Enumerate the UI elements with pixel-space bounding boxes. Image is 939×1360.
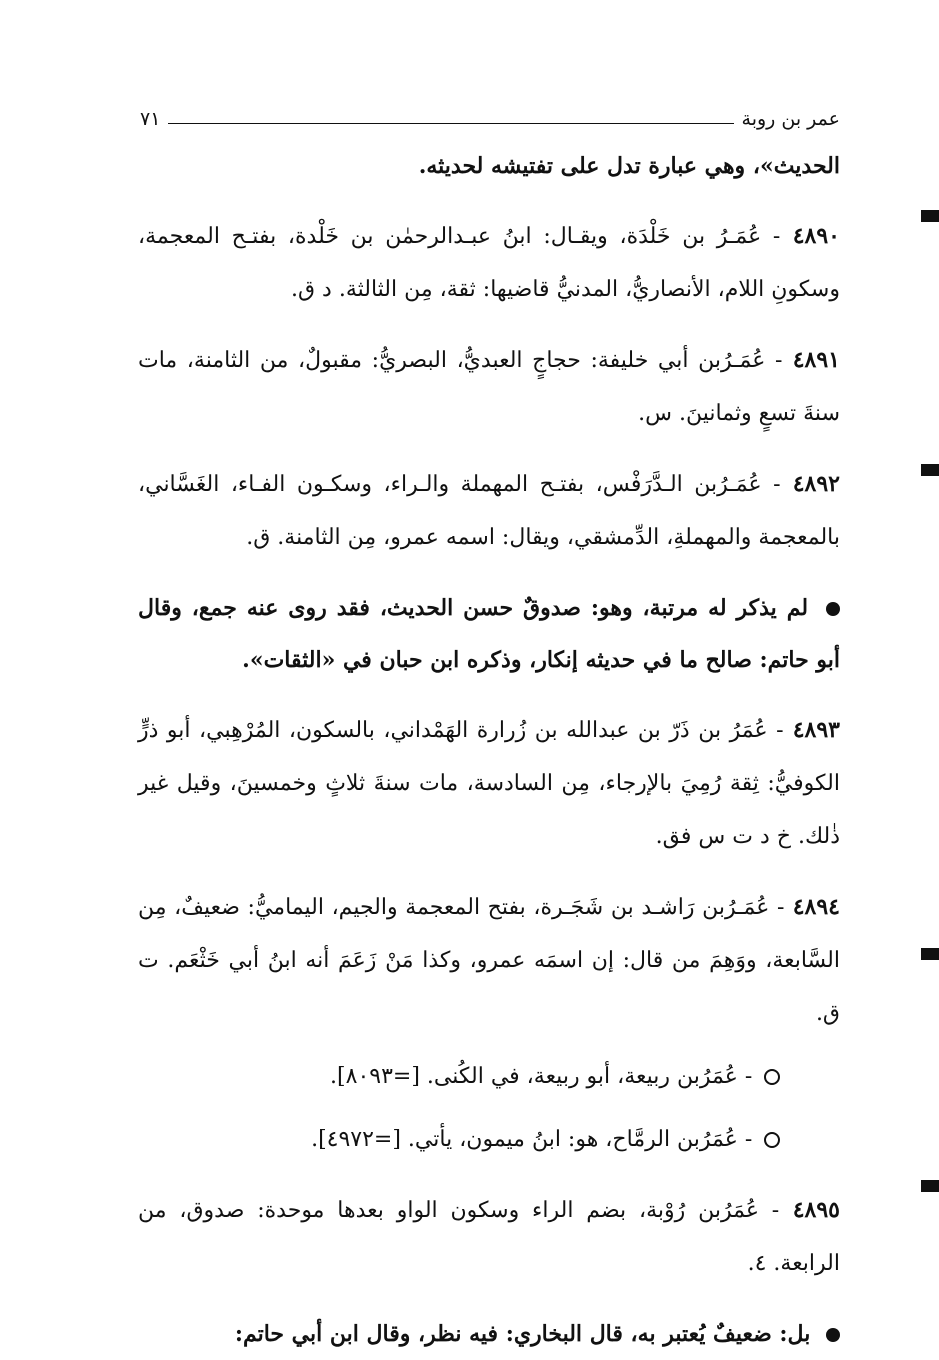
entry-4894 bbox=[138, 881, 840, 1040]
running-head-title: عمر بن روبة bbox=[741, 108, 840, 130]
bullet-icon bbox=[826, 602, 840, 616]
entry-text: - عُمَـرُبن الـدَّرَفْس، بفتـح المهملة والـراء، وسكـون الفـاء، الغَسَّاني، بالمعجمة والمهملةِ، الدِّمشقي، ويقال: اسمه عمرو، مِن الثامنة. ق. bbox=[138, 472, 840, 550]
continuation-text: الحديث»، وهي عبارة تدل على تفتيشه لحديثه. bbox=[418, 153, 840, 179]
cross-reference-text: - عُمَرُبن ربيعة، أبو ربيعة، في الكُنى. [=٨٠٩٣]. bbox=[330, 1064, 753, 1089]
editor-note-2 bbox=[138, 1308, 840, 1360]
edge-tab-mark bbox=[921, 948, 939, 960]
entry-4895 bbox=[138, 1184, 840, 1290]
edge-tab-mark bbox=[921, 464, 939, 476]
edge-tab-mark bbox=[921, 210, 939, 222]
page-body bbox=[138, 140, 840, 1360]
entry-number: ٤٨٩٠ bbox=[792, 223, 840, 249]
cross-reference-1 bbox=[138, 1050, 840, 1103]
entry-text: - عُمَرُ بن ذَرّ بن عبدالله بن زُرارة الهَمْداني، بالسكون، المُرْهِبي، أبو ذرٍّ الكوفيُّ: ثِقة رُمِيَ بالإرجاء، مِن السادسة، مات سنةَ ثلاثٍ وخمسينَ، وقيل غير ذٰلك. خ د ت س فق. bbox=[138, 718, 840, 849]
entry-text: - عُمَـرُ بن خَلْدَة، ويقـال: ابنُ عبـدالرحمٰن بن خَلْدة، بفتـح المعجمة، وسكونِ اللام، الأنصاريُّ، المدنيُّ قاضيها: ثقة، مِن الثالثة. د ق. bbox=[138, 224, 840, 302]
entry-text: - عُمَرُبن رُوْبة، بضم الراء وسكون الواو بعدها موحدة: صدوق، من الرابعة. ٤. bbox=[138, 1198, 840, 1276]
entry-number: ٤٨٩١ bbox=[792, 347, 840, 373]
page-number: ٧١ bbox=[140, 108, 161, 130]
entry-number: ٤٨٩٥ bbox=[792, 1197, 840, 1223]
header-rule bbox=[168, 123, 733, 124]
running-head bbox=[140, 104, 840, 134]
note-text: لم يذكر له مرتبة، وهو: صدوقٌ حسن الحديث، فقد روى عنه جمع، وقال أبو حاتم: صالح ما في حديثه إنكار، وذكره ابن حبان في «الثقات». bbox=[138, 595, 840, 673]
cross-reference-2 bbox=[138, 1113, 840, 1166]
ring-bullet-icon bbox=[764, 1069, 780, 1085]
entry-4890 bbox=[138, 210, 840, 316]
entry-4891 bbox=[138, 334, 840, 440]
edge-tab-mark bbox=[921, 1180, 939, 1192]
entry-text: - عُمَـرُبن أبي خليفة: حجاجٍ العبديُّ، البصريُّ: مقبولٌ، من الثامنة، مات سنةَ تسعٍ وثمانينَ. س. bbox=[138, 348, 840, 426]
entry-4892 bbox=[138, 458, 840, 564]
note-text: بل: ضعيفٌ يُعتبر به، قال البخاري: فيه نظر، وقال ابن أبي حاتم: bbox=[234, 1321, 811, 1347]
entry-4893 bbox=[138, 704, 840, 863]
entry-number: ٤٨٩٢ bbox=[792, 471, 840, 497]
bullet-icon bbox=[826, 1328, 840, 1342]
cross-reference-text: - عُمَرُبن الرمَّاح، هو: ابنُ ميمون، يأتي. [=٤٩٧٢]. bbox=[311, 1127, 753, 1152]
editor-note-1 bbox=[138, 582, 840, 686]
ring-bullet-icon bbox=[764, 1132, 780, 1148]
entry-number: ٤٨٩٤ bbox=[792, 894, 840, 920]
entry-text: - عُمَـرُبن رَاشـد بن شَجَـرة، بفتح المعجمة والجيم، اليماميُّ: ضعيفٌ، مِن السَّابعة، ووَهِمَ من قال: إن اسمَه عمرو، وكذا مَنْ زَعَمَ أنه ابنُ أبي خَثْعَم. ت ق. bbox=[138, 895, 840, 1026]
entry-number: ٤٨٩٣ bbox=[792, 717, 840, 743]
